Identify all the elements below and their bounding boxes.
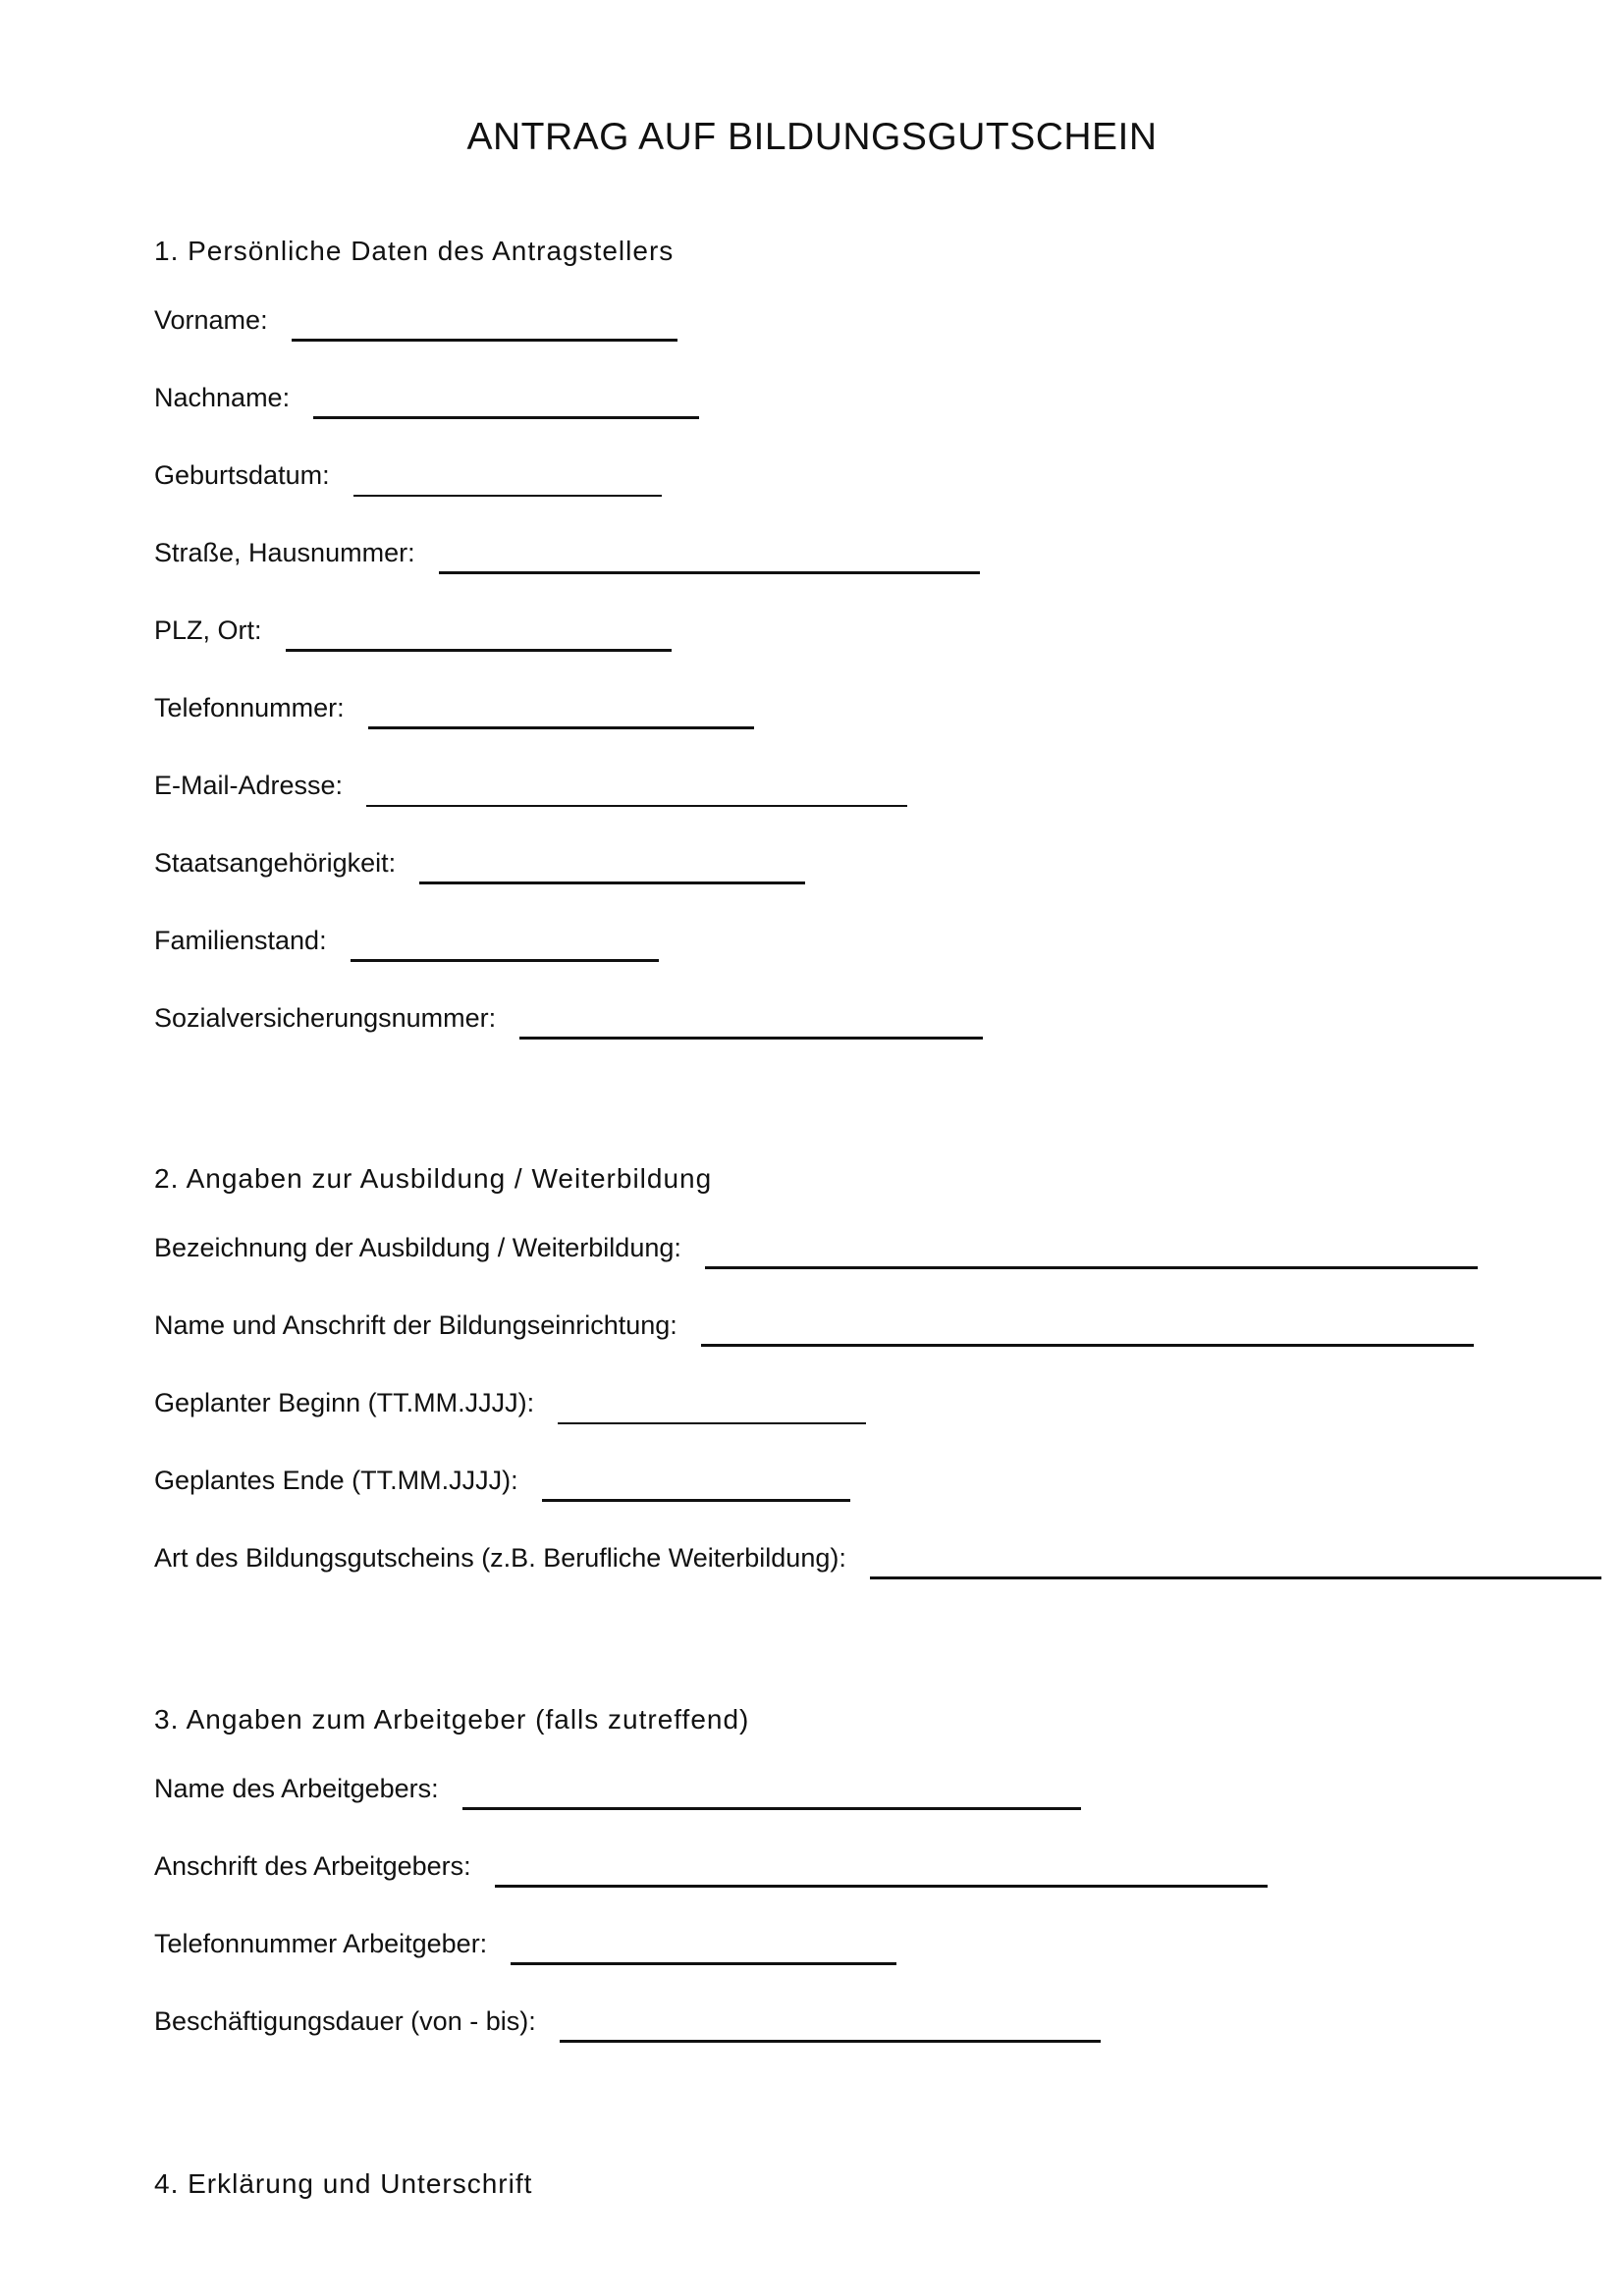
- familienstand-input-line[interactable]: [351, 959, 659, 962]
- telefon-input-line[interactable]: [368, 726, 754, 729]
- vorname-input-line[interactable]: [292, 339, 677, 342]
- ende-field[interactable]: [154, 1453, 850, 1496]
- staatsangehoerigkeit-label: Staatsangehörigkeit:: [154, 848, 397, 878]
- familienstand-field[interactable]: [154, 913, 659, 956]
- geburtsdatum-field[interactable]: [154, 448, 662, 491]
- arbeitgeber-anschrift-label: Anschrift des Arbeitgebers:: [154, 1851, 471, 1881]
- geburtsdatum-label: Geburtsdatum:: [154, 460, 330, 490]
- beginn-input-line[interactable]: [558, 1422, 866, 1424]
- plz-ort-field[interactable]: [154, 603, 672, 646]
- arbeitgeber-anschrift-field[interactable]: [154, 1839, 1268, 1882]
- email-input-line[interactable]: [366, 805, 907, 807]
- beginn-label: Geplanter Beginn (TT.MM.JJJJ):: [154, 1388, 535, 1417]
- beschaeftigungsdauer-label: Beschäftigungsdauer (von - bis):: [154, 2006, 536, 2036]
- ende-label: Geplantes Ende (TT.MM.JJJJ):: [154, 1466, 518, 1495]
- arbeitgeber-name-label: Name des Arbeitgebers:: [154, 1774, 439, 1803]
- ende-input-line[interactable]: [542, 1499, 850, 1502]
- arbeitgeber-telefon-label: Telefonnummer Arbeitgeber:: [154, 1929, 488, 1958]
- section-2-heading: 2. Angaben zur Ausbildung / Weiterbildung: [154, 1163, 713, 1194]
- art-label: Art des Bildungsgutscheins (z.B. Berufliche Weiterbildung):: [154, 1543, 846, 1573]
- einrichtung-input-line[interactable]: [701, 1344, 1474, 1347]
- familienstand-label: Familienstand:: [154, 926, 327, 955]
- svnr-input-line[interactable]: [519, 1037, 983, 1040]
- section-4-heading: 4. Erklärung und Unterschrift: [154, 2168, 533, 2199]
- beginn-field[interactable]: [154, 1375, 866, 1418]
- staatsangehoerigkeit-field[interactable]: [154, 835, 805, 879]
- bezeichnung-label: Bezeichnung der Ausbildung / Weiterbildung:: [154, 1233, 681, 1262]
- arbeitgeber-name-field[interactable]: [154, 1761, 1081, 1804]
- arbeitgeber-telefon-input-line[interactable]: [511, 1962, 896, 1965]
- art-field[interactable]: [154, 1530, 1601, 1574]
- vorname-field[interactable]: [154, 293, 677, 336]
- email-field[interactable]: [154, 758, 907, 801]
- telefon-label: Telefonnummer:: [154, 693, 345, 722]
- vorname-label: Vorname:: [154, 305, 268, 335]
- arbeitgeber-name-input-line[interactable]: [462, 1807, 1081, 1810]
- nachname-field[interactable]: [154, 370, 699, 413]
- plz-ort-input-line[interactable]: [286, 649, 672, 652]
- geburtsdatum-input-line[interactable]: [353, 495, 662, 497]
- beschaeftigungsdauer-input-line[interactable]: [560, 2040, 1101, 2043]
- art-input-line[interactable]: [870, 1576, 1601, 1579]
- plz-ort-label: PLZ, Ort:: [154, 615, 262, 645]
- strasse-field[interactable]: [154, 525, 980, 568]
- beschaeftigungsdauer-field[interactable]: [154, 1994, 1101, 2037]
- strasse-input-line[interactable]: [439, 571, 980, 574]
- svnr-label: Sozialversicherungsnummer:: [154, 1003, 497, 1033]
- svnr-field[interactable]: [154, 990, 983, 1034]
- arbeitgeber-anschrift-input-line[interactable]: [495, 1885, 1268, 1888]
- bezeichnung-field[interactable]: [154, 1220, 1478, 1263]
- arbeitgeber-telefon-field[interactable]: [154, 1916, 896, 1959]
- nachname-label: Nachname:: [154, 383, 291, 412]
- strasse-label: Straße, Hausnummer:: [154, 538, 415, 567]
- nachname-input-line[interactable]: [313, 416, 699, 419]
- bezeichnung-input-line[interactable]: [705, 1266, 1478, 1269]
- section-1-heading: 1. Persönliche Daten des Antragstellers: [154, 236, 675, 266]
- telefon-field[interactable]: [154, 680, 754, 723]
- staatsangehoerigkeit-input-line[interactable]: [419, 881, 805, 884]
- section-3-heading: 3. Angaben zum Arbeitgeber (falls zutreffend): [154, 1704, 750, 1735]
- einrichtung-field[interactable]: [154, 1298, 1474, 1341]
- form-title: ANTRAG AUF BILDUNGSGUTSCHEIN: [466, 116, 1158, 158]
- einrichtung-label: Name und Anschrift der Bildungseinrichtung:: [154, 1310, 677, 1340]
- email-label: E-Mail-Adresse:: [154, 771, 344, 800]
